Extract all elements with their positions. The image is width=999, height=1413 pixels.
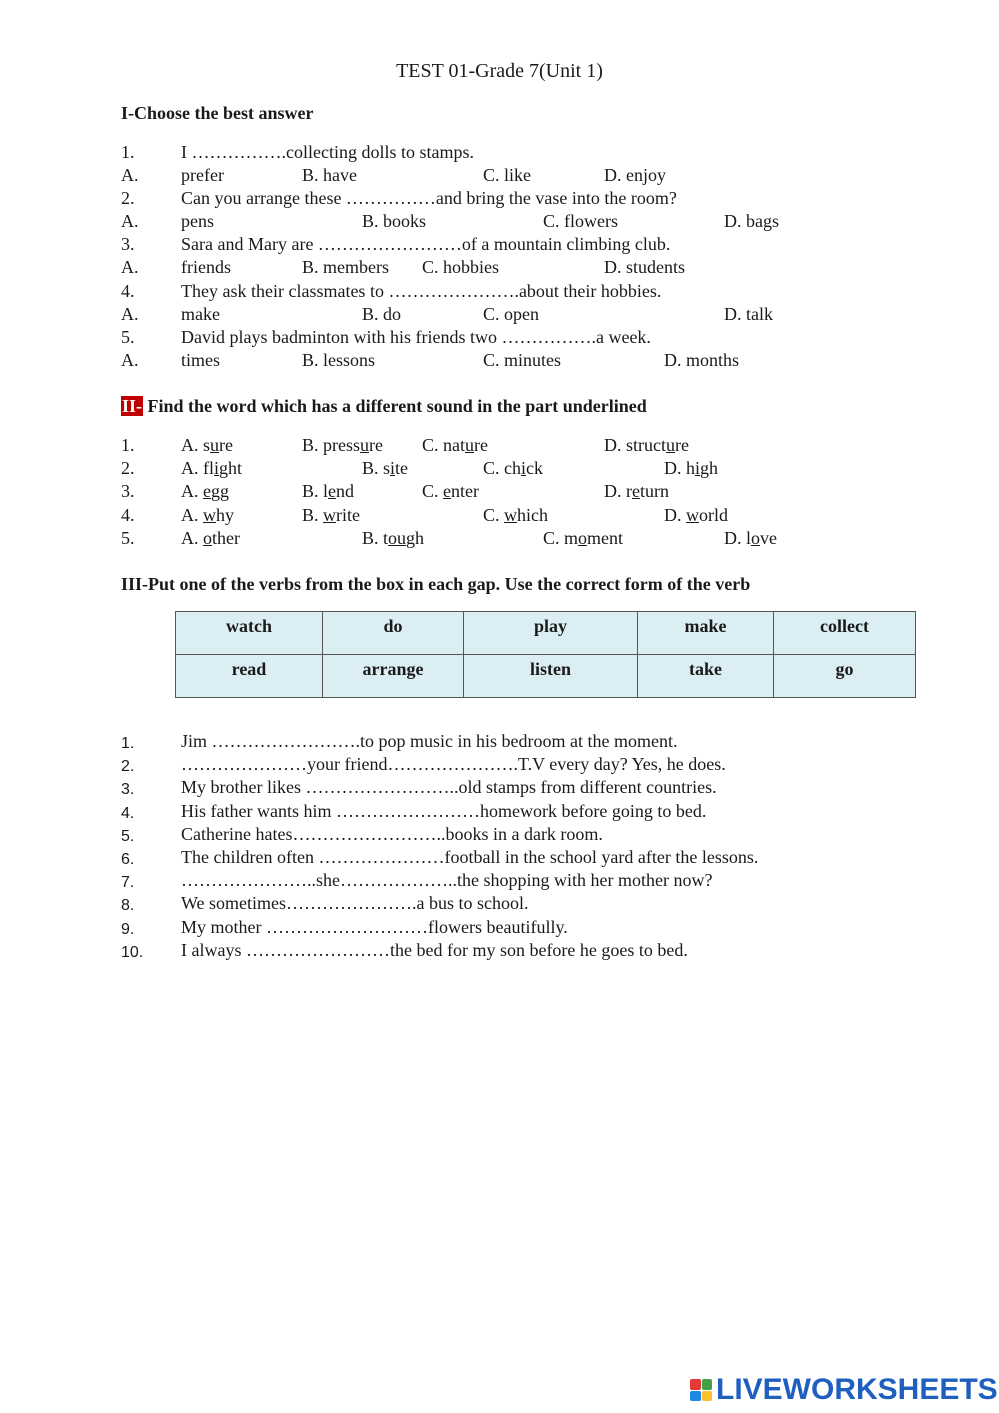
word-part: re <box>219 435 233 455</box>
verb-cell: take <box>638 655 774 698</box>
underlined-part: o <box>203 528 212 548</box>
word-option-b <box>302 504 360 527</box>
word-part: B. press <box>302 435 360 455</box>
option-c: C. like <box>483 165 531 185</box>
word-part: B. <box>302 505 324 525</box>
word-part: A. <box>181 505 203 525</box>
logo-text: LIVEWORKSHEETS <box>716 1373 998 1406</box>
word-option-a <box>181 527 240 550</box>
verb-box <box>175 611 916 698</box>
word-option-a <box>181 480 229 503</box>
underlined-part: o <box>578 528 588 548</box>
question-number: 5. <box>121 327 135 347</box>
sentence-text: The children often …………………football in the school yard after the lessons. <box>181 847 759 867</box>
logo-mark-icon <box>690 1379 712 1401</box>
option-a: pens <box>181 211 214 231</box>
word-part: gg <box>211 481 229 501</box>
word-part: D. h <box>664 458 695 478</box>
word-option-b <box>362 457 408 480</box>
question-text: Can you arrange these ……………and bring the vase into the room? <box>181 188 677 208</box>
word-part: hich <box>517 505 549 525</box>
word-part: D. <box>664 505 686 525</box>
underlined-part: u <box>210 435 220 455</box>
option-a: prefer <box>181 165 224 185</box>
sentence-text: We sometimes………………….a bus to school. <box>181 893 529 914</box>
row-number: 3. <box>121 481 135 501</box>
option-b: B. have <box>302 165 357 185</box>
word-part: ment <box>587 528 624 548</box>
word-part: nter <box>451 481 479 501</box>
verb-box-row <box>176 612 916 655</box>
word-part: orld <box>699 505 728 525</box>
verb-cell: arrange <box>323 655 464 698</box>
underlined-part: e <box>443 481 452 501</box>
sentence-text: …………………..she………………..the shopping with her mother now? <box>181 870 713 891</box>
word-option-d <box>604 480 669 503</box>
option-d: D. students <box>604 257 685 277</box>
option-letter: A. <box>121 165 139 185</box>
word-part: B. l <box>302 481 329 501</box>
option-letter: A. <box>121 211 139 231</box>
word-option-d <box>664 457 718 480</box>
logo-square <box>690 1391 701 1402</box>
word-part: turn <box>640 481 669 501</box>
word-part: A. <box>181 528 203 548</box>
sentence-number: 2. <box>121 758 135 776</box>
sentence-number: 6. <box>121 851 135 868</box>
sentence-number: 9. <box>121 920 135 938</box>
word-option-d <box>604 434 689 457</box>
underlined-part: u <box>360 435 369 455</box>
word-option-c <box>422 434 488 457</box>
sentence-text: …………………your friend………………….T.V every day? Yes, he does. <box>181 754 726 775</box>
logo-square <box>702 1379 713 1390</box>
option-c: C. hobbies <box>422 257 500 277</box>
word-part: rite <box>336 505 361 525</box>
word-part: C. <box>483 505 505 525</box>
question-number: 1. <box>121 142 135 162</box>
sentence-text: Jim …………………….to pop music in his bedroom at the moment. <box>181 731 678 751</box>
sentence-text: Catherine hates……………………..books in a dark room. <box>181 823 603 844</box>
word-option-c <box>483 504 548 527</box>
question-number: 4. <box>121 281 135 301</box>
row-number: 1. <box>121 435 135 455</box>
section-2-heading <box>121 396 647 417</box>
underlined-part: e <box>203 481 211 501</box>
question-text: They ask their classmates to ………………….about their hobbies. <box>181 281 662 301</box>
underlined-part: w <box>686 505 699 525</box>
underlined-part: i <box>695 458 701 478</box>
word-part: re <box>369 435 383 455</box>
word-part: C. ch <box>483 458 521 478</box>
underlined-part: i <box>214 458 220 478</box>
verb-cell: listen <box>464 655 638 698</box>
sentence-text: His father wants him ……………………homework before going to bed. <box>181 800 707 821</box>
sentence-number: 3. <box>121 781 135 799</box>
row-number: 5. <box>121 528 135 548</box>
option-a: times <box>181 350 220 370</box>
verb-cell: watch <box>176 612 323 655</box>
option-b: B. do <box>362 304 402 324</box>
verb-cell: read <box>176 655 323 698</box>
word-part: ck <box>526 458 544 478</box>
logo-square <box>702 1391 713 1402</box>
logo-square <box>690 1379 701 1390</box>
question-number: 3. <box>121 234 135 254</box>
word-option-a <box>181 504 234 527</box>
word-part: B. t <box>362 528 389 548</box>
verb-box-row <box>176 655 916 698</box>
underlined-part: e <box>632 481 640 501</box>
word-part: C. m <box>543 528 579 548</box>
word-part: C. <box>422 481 444 501</box>
option-letter: A. <box>121 304 139 324</box>
underlined-part: ou <box>388 528 407 548</box>
word-part: hy <box>216 505 234 525</box>
word-option-d <box>724 527 777 550</box>
option-b: B. members <box>302 257 389 277</box>
word-part: D. l <box>724 528 751 548</box>
sentence-number: 7. <box>121 874 135 892</box>
underlined-part: w <box>504 505 518 525</box>
option-b: B. books <box>362 211 427 231</box>
row-number: 2. <box>121 458 135 478</box>
option-d: D. months <box>664 350 740 370</box>
sentence-number: 4. <box>121 804 135 822</box>
word-part: re <box>675 435 689 455</box>
word-option-b <box>362 527 424 550</box>
word-part: D. r <box>604 481 632 501</box>
option-d: D. bags <box>724 211 779 231</box>
word-option-d <box>664 504 728 527</box>
option-letter: A. <box>121 350 139 370</box>
row-number: 4. <box>121 505 135 525</box>
underlined-part: u <box>465 435 474 455</box>
option-a: make <box>181 304 220 324</box>
underlined-part: o <box>751 528 760 548</box>
word-part: ther <box>212 528 240 548</box>
underlined-part: w <box>203 505 216 525</box>
question-text: Sara and Mary are ……………………of a mountain climbing club. <box>181 234 671 254</box>
verb-cell: collect <box>774 612 916 655</box>
page-title: TEST 01-Grade 7(Unit 1) <box>396 60 603 82</box>
word-option-c <box>483 457 543 480</box>
word-part: te <box>395 458 409 478</box>
word-option-c <box>422 480 479 503</box>
sentence-text: My brother likes ……………………..old stamps from different countries. <box>181 777 717 798</box>
word-option-c <box>543 527 623 550</box>
sentence-number: 8. <box>121 897 135 915</box>
word-option-a <box>181 457 242 480</box>
verb-cell: do <box>323 612 464 655</box>
underlined-part: u <box>666 435 675 455</box>
word-part: ve <box>760 528 777 548</box>
underlined-part: i <box>521 458 527 478</box>
sentence-text: I always ……………………the bed for my son before he goes to bed. <box>181 939 688 960</box>
section-1-heading: I-Choose the best answer <box>121 103 314 123</box>
sentence-text: My mother ………………………flowers beautifully. <box>181 916 568 937</box>
word-option-b <box>302 480 354 503</box>
underlined-part: e <box>328 481 337 501</box>
section-2-tag: II- <box>122 396 143 416</box>
option-b: B. lessons <box>302 350 376 370</box>
word-part: re <box>474 435 488 455</box>
option-d: D. enjoy <box>604 165 666 185</box>
word-part: A. fl <box>181 458 214 478</box>
word-part: C. nat <box>422 435 465 455</box>
underlined-part: i <box>390 458 396 478</box>
word-option-b <box>302 434 383 457</box>
word-part: A. <box>181 481 203 501</box>
underlined-part: w <box>323 505 337 525</box>
option-c: C. open <box>483 304 539 324</box>
word-part: gh <box>406 528 425 548</box>
question-number: 2. <box>121 188 135 208</box>
verb-cell: go <box>774 655 916 698</box>
word-part: B. s <box>362 458 391 478</box>
verb-cell: play <box>464 612 638 655</box>
section-3-heading: III-Put one of the verbs from the box in each gap. Use the correct form of the verb <box>121 574 751 594</box>
option-a: friends <box>181 257 231 277</box>
word-part: A. s <box>181 435 211 455</box>
option-c: C. minutes <box>483 350 562 370</box>
word-part: D. struct <box>604 435 666 455</box>
question-text: David plays badminton with his friends two …………….a week. <box>181 327 651 347</box>
sentence-number: 1. <box>121 735 135 752</box>
word-part: gh <box>700 458 719 478</box>
sentence-number: 10. <box>121 943 144 961</box>
option-d: D. talk <box>724 304 773 324</box>
sentence-number: 5. <box>121 827 135 845</box>
option-letter: A. <box>121 257 139 277</box>
word-option-a <box>181 434 233 457</box>
word-part: ght <box>219 458 243 478</box>
option-c: C. flowers <box>543 211 618 231</box>
liveworksheets-logo <box>690 1373 998 1407</box>
word-part: nd <box>336 481 355 501</box>
verb-cell: make <box>638 612 774 655</box>
question-text: I …………….collecting dolls to stamps. <box>181 142 474 162</box>
section-2-title: Find the word which has a different sound in the part underlined <box>143 396 647 416</box>
